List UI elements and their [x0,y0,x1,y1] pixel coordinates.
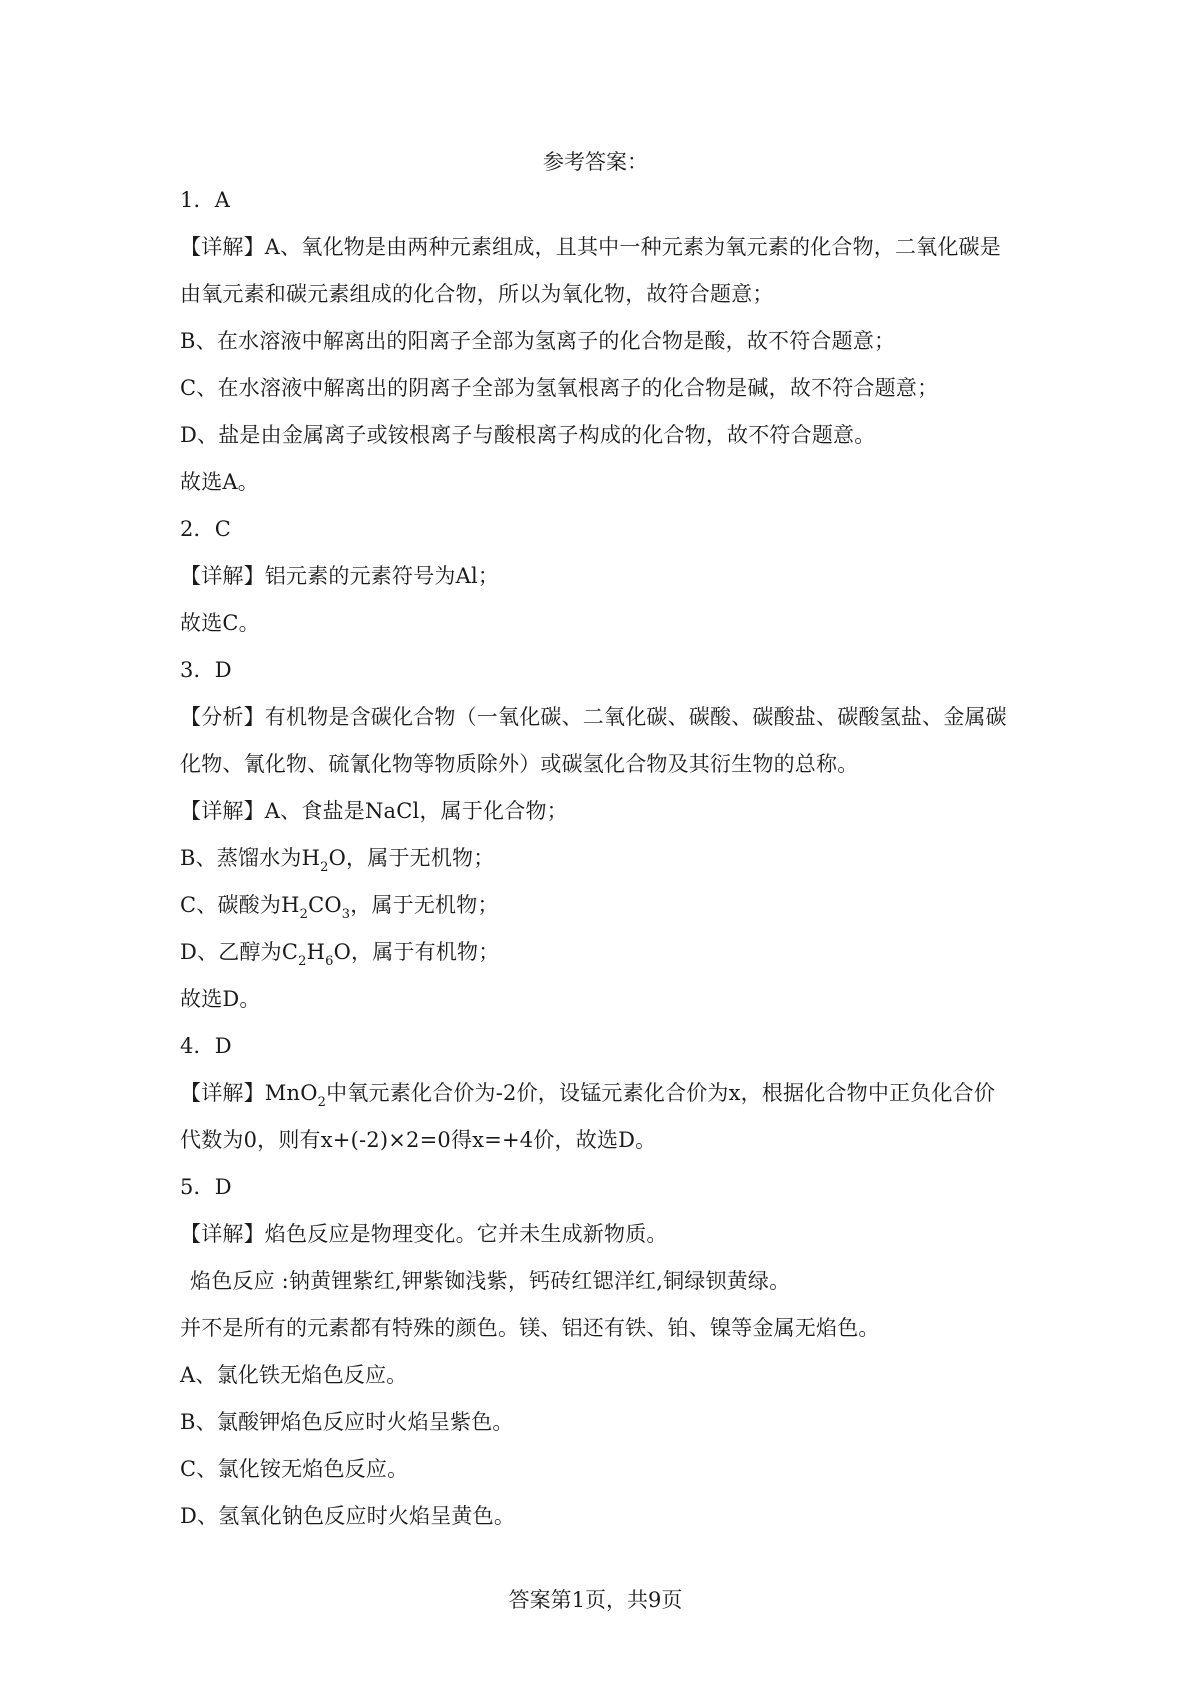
q3-line-5-sub-2: 3 [341,907,351,922]
q5-line-7: D、氢氧化钠色反应时火焰呈黄色。 [180,1504,516,1528]
q5-line-1: 【详解】焰色反应是物理变化。它并未生成新物质。 [180,1222,668,1246]
q4-heading: 4．D [180,1034,232,1058]
q3-line-4-b: O，属于无机物； [328,846,495,870]
q5-line-2: 焰色反应 :钠黄锂紫红,钾紫铷浅紫，钙砖红锶洋红,铜绿钡黄绿。 [190,1269,791,1293]
q1-line-5: D、盐是由金属离子或铵根离子与酸根离子构成的化合物，故不符合题意。 [180,423,876,447]
q5-heading: 5．D [180,1175,232,1199]
q3-line-6-sub-2: 6 [325,954,334,969]
q4-line-2: 代数为0，则有x+(-2)×2=0得x=+4价，故选D。 [180,1128,657,1152]
q5-line-3: 并不是所有的元素都有特殊的颜色。镁、铝还有铁、铂、镍等金属无焰色。 [180,1316,880,1340]
answer-content [180,185,1020,1548]
q3-line-6-sub-1: 2 [298,954,307,969]
q3-line-4-a: B、蒸馏水为H [180,846,321,870]
q3-line-4-sub: 2 [320,860,329,875]
q3-line-5-mid: CO [308,893,342,917]
q2-heading: 2．C [180,517,232,541]
q3-line-6-a: D、乙醇为C [180,940,299,964]
q1-line-1: 【详解】A、氧化物是由两种元素组成，且其中一种元素为氧元素的化合物，二氧化碳是 [180,235,1001,259]
q3-line-5-sub-1: 2 [299,907,309,922]
q3-line-5-a: C、碳酸为H [180,893,300,917]
q3-line-4 [180,843,1020,890]
q2-line-1: 【详解】铝元素的元素符号为Al； [180,564,500,588]
q3-heading: 3．D [180,658,232,682]
q1-line-3: B、在水溶液中解离出的阳离子全部为氢离子的化合物是酸，故不符合题意； [180,329,896,353]
q3-line-5-b: ，属于无机物； [350,893,499,917]
q4-line-1-a: 【详解】MnO [180,1081,318,1105]
q3-line-7: 故选D。 [180,987,261,1011]
q5-line-6: C、氯化铵无焰色反应。 [180,1457,409,1481]
q3-line-6 [180,937,1020,984]
q5-line-5: B、氯酸钾焰色反应时火焰呈紫色。 [180,1410,514,1434]
q3-line-2: 化物、氰化物、硫氰化物等物质除外）或碳氢化合物及其衍生物的总称。 [180,752,859,776]
q1-line-4: C、在水溶液中解离出的阴离子全部为氢氧根离子的化合物是碱，故不符合题意； [180,376,939,400]
q5-line-4: A、氯化铁无焰色反应。 [180,1363,408,1387]
q4-line-1-sub: 2 [317,1095,327,1110]
q3-line-6-b: O，属于有机物； [333,940,500,964]
q1-line-2: 由氧元素和碳元素组成的化合物，所以为氧化物，故符合题意； [180,282,774,306]
page-title: 参考答案： [543,150,648,174]
q2-line-2: 故选C。 [180,611,260,635]
q4-line-1 [180,1078,1020,1125]
q4-line-1-b: 中氧元素化合价为-2价，设锰元素化合价为x，根据化合物中正负化合价 [326,1081,996,1105]
q1-line-6: 故选A。 [180,470,259,494]
q1-heading: 1．A [180,188,231,212]
page-footer: 答案第1页，共9页 [508,1588,683,1612]
q3-line-3: 【详解】A、食盐是NaCl，属于化合物； [180,799,568,823]
q3-line-5 [180,890,1020,937]
q3-line-6-mid: H [306,940,326,964]
q3-line-1: 【分析】有机物是含碳化合物（一氧化碳、二氧化碳、碳酸、碳酸盐、碳酸氢盐、金属碳 [180,705,1007,729]
